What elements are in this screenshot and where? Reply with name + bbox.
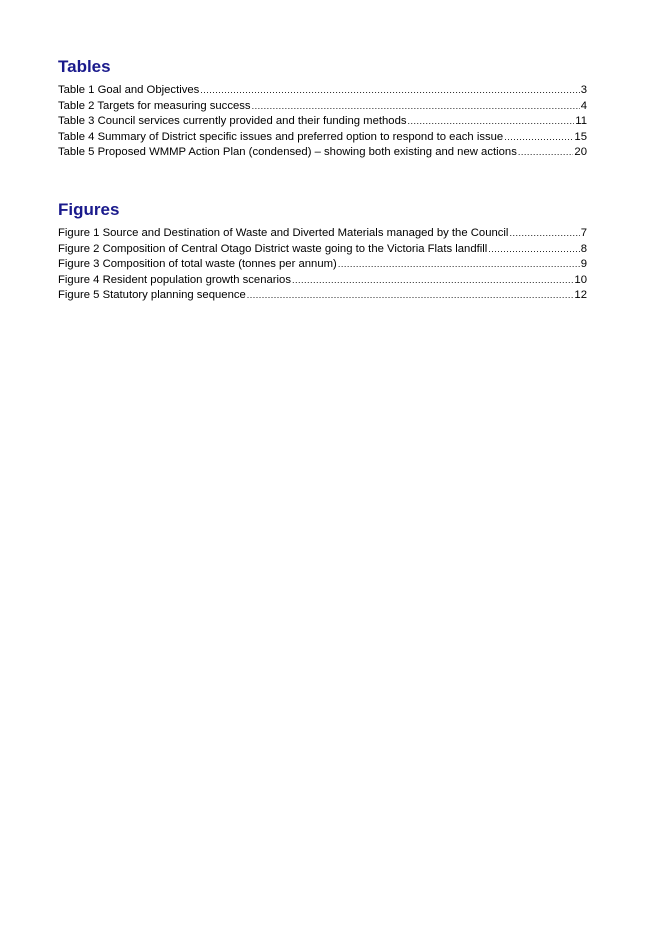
toc-entry-title: Table 5 Proposed WMMP Action Plan (condensed) – showing both existing and new actions bbox=[58, 146, 517, 159]
toc-entry-table-4[interactable] bbox=[58, 130, 587, 146]
toc-entry-table-3[interactable] bbox=[58, 114, 587, 130]
figures-list bbox=[58, 226, 587, 304]
tables-list bbox=[58, 83, 587, 161]
toc-entry-figure-5[interactable] bbox=[58, 288, 587, 304]
toc-entry-title: Table 1 Goal and Objectives bbox=[58, 84, 200, 96]
toc-entry-title: Figure 1 Source and Destination of Waste and Diverted Materials managed by the Council bbox=[58, 227, 509, 239]
toc-entry-title: Figure 2 Composition of Central Otago District waste going to the Victoria Flats landfill bbox=[58, 242, 488, 255]
dot-leader bbox=[247, 288, 574, 304]
figures-heading: Figures bbox=[58, 200, 120, 219]
toc-entry-page: 10 bbox=[574, 273, 587, 286]
toc-entry-title: Figure 4 Resident population growth scenarios bbox=[58, 273, 291, 286]
toc-entry-figure-1[interactable] bbox=[58, 226, 587, 242]
dot-leader bbox=[518, 145, 574, 161]
toc-entry-page: 3 bbox=[580, 84, 587, 96]
toc-entry-page: 4 bbox=[580, 99, 587, 112]
toc-entry-title: Table 3 Council services currently provided and their funding methods bbox=[58, 115, 407, 128]
dot-leader bbox=[509, 226, 579, 242]
dot-leader bbox=[408, 114, 575, 130]
dot-leader bbox=[292, 273, 573, 289]
toc-entry-figure-2[interactable] bbox=[58, 242, 587, 258]
toc-entry-page: 12 bbox=[574, 289, 587, 302]
toc-entry-figure-4[interactable] bbox=[58, 273, 587, 289]
toc-entry-page: 9 bbox=[580, 258, 587, 271]
dot-leader bbox=[504, 130, 573, 146]
toc-entry-page: 7 bbox=[580, 227, 587, 239]
toc-entry-title: Table 2 Targets for measuring success bbox=[58, 99, 251, 112]
toc-entry-table-2[interactable] bbox=[58, 99, 587, 115]
toc-entry-figure-3[interactable] bbox=[58, 257, 587, 273]
toc-entry-title: Figure 3 Composition of total waste (tonnes per annum) bbox=[58, 258, 337, 271]
dot-leader bbox=[252, 99, 580, 115]
toc-entry-page: 20 bbox=[574, 146, 587, 159]
dot-leader bbox=[488, 242, 579, 258]
toc-entry-page: 8 bbox=[580, 242, 587, 255]
toc-entry-page: 11 bbox=[575, 115, 587, 128]
toc-entry-page: 15 bbox=[574, 130, 587, 143]
toc-entry-title: Table 4 Summary of District specific issues and preferred option to respond to each issue bbox=[58, 130, 504, 143]
figures-section bbox=[58, 200, 587, 304]
toc-entry-table-5[interactable] bbox=[58, 145, 587, 161]
toc-entry-title: Figure 5 Statutory planning sequence bbox=[58, 289, 246, 302]
tables-section bbox=[58, 57, 587, 161]
tables-heading: Tables bbox=[58, 57, 111, 76]
dot-leader bbox=[200, 83, 579, 99]
toc-entry-table-1[interactable] bbox=[58, 83, 587, 99]
dot-leader bbox=[338, 257, 580, 273]
